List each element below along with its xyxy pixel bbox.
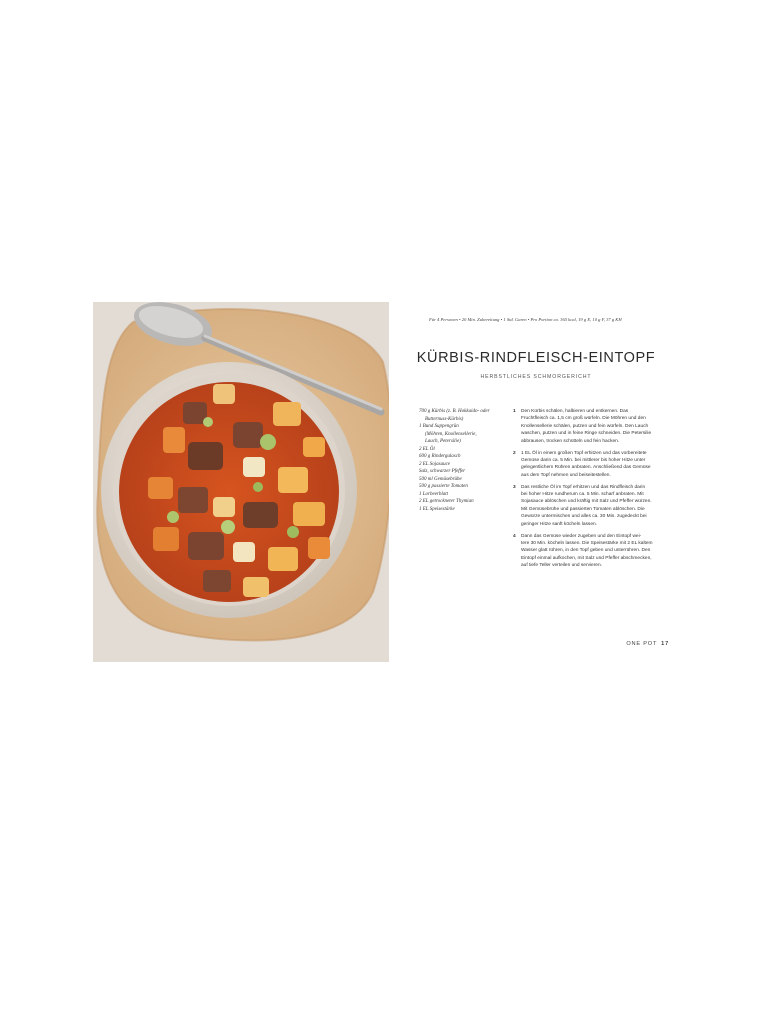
ingredient-line: 500 g passierte Tomaten xyxy=(419,484,468,489)
step-number: 1 xyxy=(513,409,516,414)
step-4 xyxy=(513,533,653,570)
ingredient-line: 1 Bund Suppengrün xyxy=(419,424,459,429)
step-number: 3 xyxy=(513,484,516,490)
step-line: Mit Gemüsebrühe und passierten Tomaten ablöschen. Die xyxy=(521,506,645,512)
ingredients-list xyxy=(419,408,505,513)
step-line: gelegentlichem Rühren anbraten. Anschließend das Gemüse xyxy=(521,465,651,471)
instructions xyxy=(513,408,653,574)
ingredient-line: 1 EL Speisestärke xyxy=(419,506,455,512)
ingredient-line: 2 EL getrockneter Thymian xyxy=(419,499,474,504)
ingredient-line: 600 g Rindergulasch xyxy=(419,454,461,459)
step-line: Fruchtfleisch ca. 1,5 cm groß würfeln. Die Möhren und den xyxy=(521,416,646,422)
step-line: bei hoher Hitze rundherum ca. 5 Min. scharf anbraten. Mit xyxy=(521,492,644,498)
step-line: aus dem Topf nehmen und beiseitestellen. xyxy=(521,472,611,478)
step-3 xyxy=(513,484,652,528)
step-line: Gemüse darin ca. 5 Min. bei mittlerer bis hoher Hitze unter xyxy=(521,457,646,463)
step-line: Eintopf einmal aufkochen, mit Salz und Pfeffer abschmecken, xyxy=(521,555,652,561)
ingredient-line: 500 ml Gemüsebrühe xyxy=(419,476,462,482)
step-line: waschen, putzen und in feine Ringe schneiden. Die Petersilie xyxy=(521,431,652,437)
ingredient-line: 2 EL Sojasauce xyxy=(419,461,451,467)
page-footer xyxy=(626,641,669,647)
recipe-meta-line: Für 4 Personen • 20 Min. Zubereitung • 1 Std. Garen • Pro Portion ca. 365 kcal, 19 g E, 10 g F, 37 g KH xyxy=(429,317,622,322)
ingredient-line: 1 Lorbeerblatt xyxy=(419,491,449,497)
step-line: Knollensellerie schälen, putzen und fein würfeln. Den Lauch xyxy=(521,423,649,429)
stew-bowl-illustration xyxy=(93,302,389,662)
step-number: 2 xyxy=(513,450,516,456)
step-line: tere 30 Min. köcheln lassen. Die Speisestärke mit 2 EL kaltem xyxy=(521,541,653,546)
step-2 xyxy=(513,450,651,480)
step-line: abbrausen, trocken schütteln und fein hacken. xyxy=(521,438,620,444)
step-line: Gewürze untermischen und alles ca. 30 Min. zugedeckt bei xyxy=(521,514,647,520)
ingredient-line: 2 EL Öl xyxy=(419,446,435,452)
recipe-page xyxy=(389,302,683,662)
ingredient-line: 700 g Kürbis (z. B. Hokkaido- oder xyxy=(419,409,490,414)
step-line: auf tiefe Teller verteilen und servieren. xyxy=(521,563,602,569)
ingredient-line: Salz, schwarzer Pfeffer xyxy=(419,469,466,474)
step-line: Dann das Gemüse wieder zugeben und den Eintopf wei- xyxy=(521,533,642,539)
step-line: Das restliche Öl im Topf erhitzen und das Rindfleisch darin xyxy=(521,484,646,490)
recipe-title: KÜRBIS-RINDFLEISCH-EINTOPF xyxy=(416,350,656,366)
section-name: ONE POT xyxy=(626,641,658,647)
step-line: geringer Hitze sanft köcheln lassen. xyxy=(521,521,597,527)
page-number: 17 xyxy=(661,641,669,647)
ingredient-line: (Möhren, Knollensellerie, xyxy=(425,431,477,437)
step-1 xyxy=(513,408,652,445)
recipe-subtitle: HERBSTLICHES SCHMORGERICHT xyxy=(480,374,592,380)
ingredient-line: Butternuss-Kürbis) xyxy=(425,416,464,422)
step-number: 4 xyxy=(513,533,516,539)
step-line: Wasser glatt rühren, in den Topf geben und unterrühren. Den xyxy=(521,548,651,554)
stew-photo xyxy=(93,302,389,662)
step-line: Sojasauce ablöschen und kräftig mit Salz und Pfeffer würzen. xyxy=(521,499,652,505)
book-spread xyxy=(93,302,683,662)
step-line: 1 EL Öl in einem großen Topf erhitzen und das vorbereitete xyxy=(521,450,647,456)
ingredient-line: Lauch, Petersilie) xyxy=(425,439,461,444)
step-line: Den Kürbis schälen, halbieren und entkernen. Das xyxy=(521,409,629,414)
